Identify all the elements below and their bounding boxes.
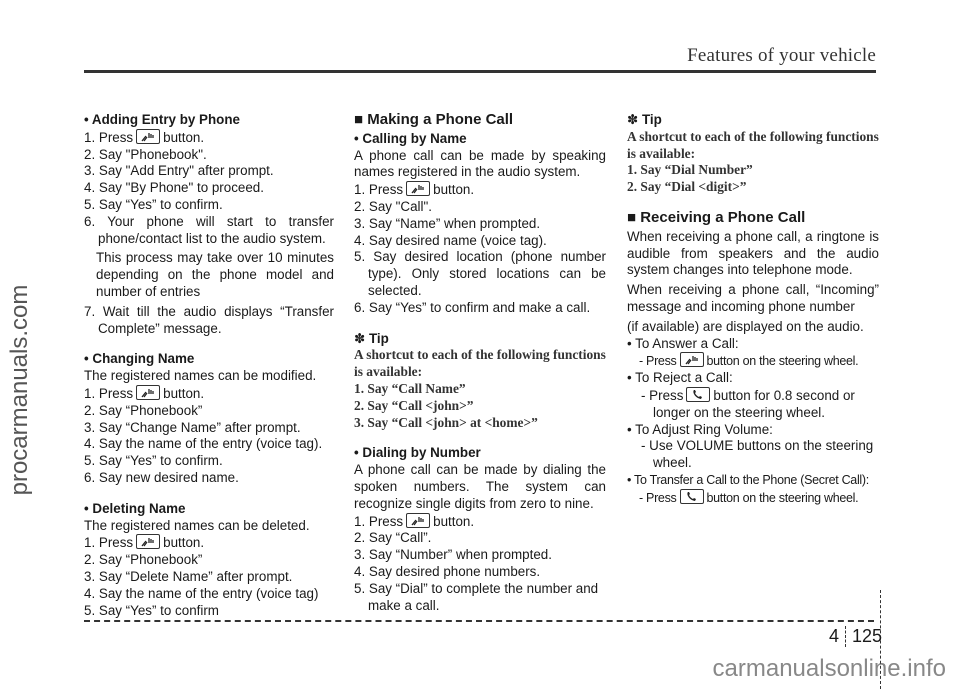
receiving-para-3: (if available) are displayed on the audio.	[627, 318, 864, 334]
tip-line-3: 2. Say “Call <john>”	[354, 397, 474, 413]
calling-step-6: 6. Say “Yes” to confirm and make a call.	[354, 299, 591, 315]
tip-line-1: A shortcut to each of the following functions is available:	[627, 128, 879, 161]
ring-volume-step: - Use VOLUME buttons on the steering wheel.	[641, 438, 874, 471]
calling-by-name-heading: • Calling by Name	[354, 130, 467, 146]
adding-step-7: 7. Wait till the audio displays “Transfer Complete” message.	[84, 303, 334, 336]
phone-icon	[680, 489, 704, 504]
transfer-call-heading: • To Transfer a Call to the Phone (Secret Call):	[627, 472, 869, 487]
calling-step-3: 3. Say “Name” when prompted.	[354, 215, 541, 231]
transfer-call-step: - Press button on the steering wheel.	[639, 490, 859, 505]
adding-step-1: 1. Press button.	[84, 129, 205, 145]
changing-step-5: 5. Say “Yes” to confirm.	[84, 453, 223, 469]
adding-step-6-note: This process may take over 10 minutes depending on the phone model and number of entries	[96, 250, 334, 299]
footer-rule	[84, 620, 874, 622]
receiving-para-1: When receiving a phone call, a ringtone is audible from speakers and the audio system changes into telephone mode.	[627, 228, 879, 278]
tip-heading: ✽ Tip	[627, 112, 662, 127]
deleting-step-4: 4. Say the name of the entry (voice tag)	[84, 585, 319, 601]
changing-step-2: 2. Say “Phonebook”	[84, 402, 203, 418]
voice-recognition-icon	[136, 129, 160, 144]
watermark-bottom: carmanualsonline.info	[712, 655, 946, 682]
changing-step-3: 3. Say “Change Name” after prompt.	[84, 419, 301, 435]
calling-step-1: 1. Press button.	[354, 182, 475, 198]
changing-step-4: 4. Say the name of the entry (voice tag).	[84, 436, 323, 452]
column-1	[84, 112, 334, 619]
dialing-by-number-heading: • Dialing by Number	[354, 445, 481, 461]
reject-call-heading: • To Reject a Call:	[627, 370, 733, 386]
dialing-step-5: 5. Say “Dial” to complete the number and make a call.	[354, 580, 599, 613]
voice-recognition-icon	[136, 534, 160, 549]
changing-step-6: 6. Say new desired name.	[84, 469, 239, 485]
deleting-step-5: 5. Say “Yes” to confirm	[84, 602, 219, 618]
changing-name-heading: • Changing Name	[84, 351, 195, 367]
column-2	[354, 112, 606, 614]
receiving-call-heading: ■ Receiving a Phone Call	[627, 208, 806, 226]
voice-recognition-icon	[406, 513, 430, 528]
making-call-heading: ■ Making a Phone Call	[354, 111, 514, 128]
chapter-number: 4	[829, 626, 846, 647]
phone-icon	[686, 387, 710, 402]
deleting-step-1: 1. Press button.	[84, 535, 205, 551]
changing-intro: The registered names can be modified.	[84, 368, 317, 384]
voice-recognition-icon	[680, 352, 704, 367]
deleting-step-3: 3. Say “Delete Name” after prompt.	[84, 568, 293, 584]
adding-entry-heading: • Adding Entry by Phone	[84, 112, 240, 127]
voice-recognition-icon	[406, 181, 430, 196]
adding-step-6: 6. Your phone will start to transfer phone/contact list to the audio system.	[84, 213, 334, 246]
dialing-intro: A phone call can be made by dialing the spoken numbers. The system can recognize single digits from zero to nine.	[354, 462, 606, 511]
dialing-step-1: 1. Press button.	[354, 513, 475, 529]
voice-recognition-icon	[136, 385, 160, 400]
tip-line-2: 1. Say “Dial Number”	[627, 162, 753, 178]
deleting-intro: The registered names can be deleted.	[84, 517, 310, 533]
dialing-step-4: 4. Say desired phone numbers.	[354, 563, 541, 579]
tip-line-2: 1. Say “Call Name”	[354, 380, 466, 396]
header-rule	[84, 70, 876, 73]
page-number-value: 125	[851, 626, 882, 646]
calling-step-2: 2. Say "Call".	[354, 198, 432, 214]
dialing-step-3: 3. Say “Number” when prompted.	[354, 547, 552, 563]
tip-line-4: 3. Say “Call <john> at <home>”	[354, 414, 538, 430]
calling-step-5: 5. Say desired location (phone number type). Only stored locations can be selected.	[354, 249, 606, 298]
calling-intro: A phone call can be made by speaking names registered in the audio system.	[354, 147, 606, 180]
answer-call-step: - Press button on the steering wheel.	[639, 354, 859, 369]
page-number	[829, 626, 882, 647]
adding-step-3: 3. Say "Add Entry" after prompt.	[84, 163, 274, 179]
watermark-left: procarmanuals.com	[6, 284, 33, 496]
ring-volume-heading: • To Adjust Ring Volume:	[627, 421, 773, 437]
reject-call-step: - Press button for 0.8 second or longer on the steering wheel.	[641, 387, 855, 420]
adding-step-2: 2. Say "Phonebook".	[84, 146, 207, 162]
adding-step-4: 4. Say "By Phone" to proceed.	[84, 180, 264, 196]
deleting-step-2: 2. Say “Phonebook”	[84, 552, 203, 568]
changing-step-1: 1. Press button.	[84, 385, 205, 401]
tip-line-3: 2. Say “Dial <digit>”	[627, 179, 747, 195]
dialing-step-2: 2. Say “Call”.	[354, 530, 432, 546]
calling-step-4: 4. Say desired name (voice tag).	[354, 232, 547, 248]
receiving-para-2: When receiving a phone call, “Incoming” message and incoming phone number	[627, 282, 879, 314]
tip-heading: ✽ Tip	[354, 330, 389, 346]
page-header-title: Features of your vehicle	[687, 45, 876, 66]
adding-step-5: 5. Say “Yes” to confirm.	[84, 196, 223, 212]
tip-line-1: A shortcut to each of the following functions is available:	[354, 347, 606, 380]
deleting-name-heading: • Deleting Name	[84, 500, 186, 516]
column-3	[627, 112, 879, 507]
answer-call-heading: • To Answer a Call:	[627, 335, 739, 351]
